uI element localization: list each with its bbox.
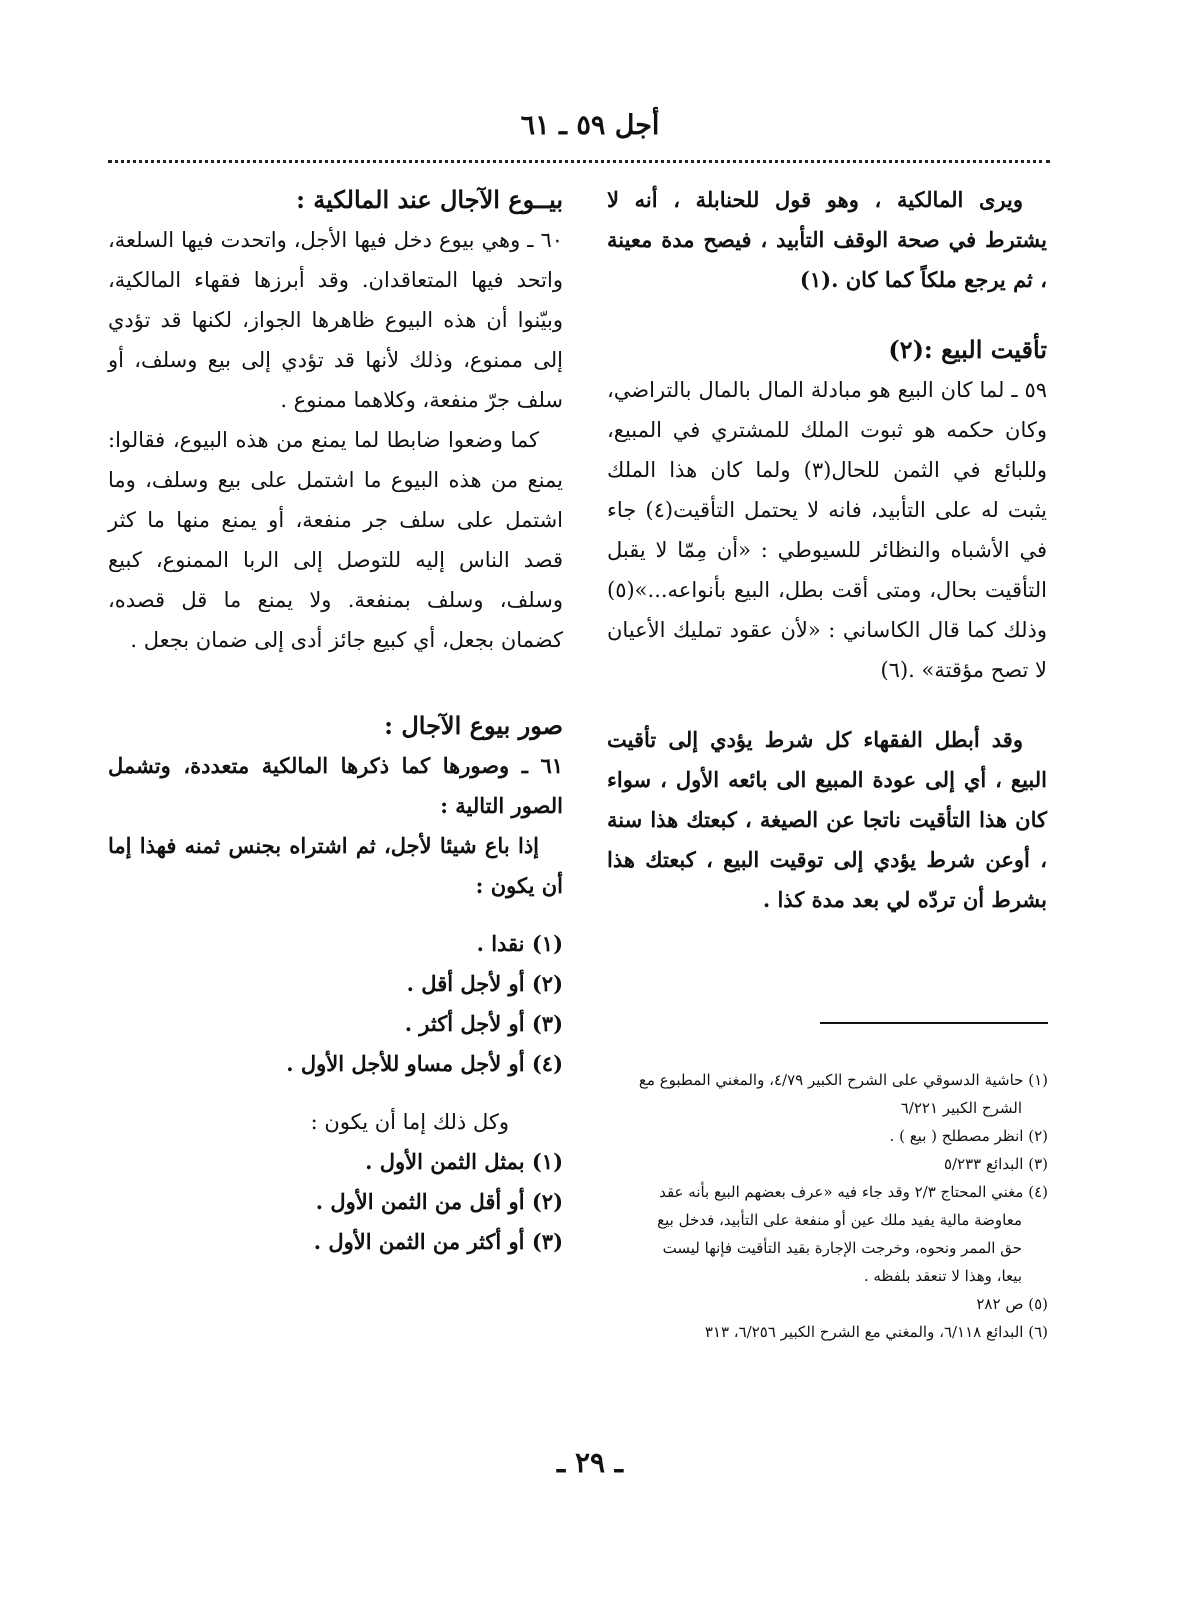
left-column [108, 180, 563, 1262]
footnote-4-continued: معاوضة مالية يفيد ملك عين أو منفعة على التأبيد، فدخل بيع [657, 1211, 1022, 1229]
list-item: (٤) أو لأجل مساو للأجل الأول . [286, 1051, 563, 1076]
footnote-6: (٦) البدائع ٦/١١٨، والمغني مع الشرح الكبير ٦/٢٥٦، ٣١٣ [704, 1323, 1048, 1341]
heading-tawqit-albay: تأقيت البيع :(٢) [888, 335, 1047, 364]
paragraph-61: ٦١ ـ وصورها كما ذكرها المالكية متعددة، وتشمل الصور التالية : [108, 753, 563, 818]
paragraph-60: ٦٠ ـ وهي بيوع دخل فيها الأجل، واتحدت فيها السلعة، واتحد فيها المتعاقدان. وقد أبرزها فقهاء المالكية، وبيّنوا أن هذه البيوع ظاهرها الجواز، لكنها قد تؤدي إلى ممنوع، وذلك لأنها قد تؤدي إلى بيع وسلف، أو سلف جرّ منفعة، وكلاهما ممنوع . [108, 228, 563, 412]
list-item: (١) بمثل الثمن الأول . [365, 1149, 563, 1174]
paragraph-59: ٥٩ ـ لما كان البيع هو مبادلة المال بالمال بالتراضي، وكان حكمه هو ثبوت الملك للمشتري في المبيع، وللبائع في الثمن للحال(٣) ولما كان هذا الملك يثبت له على التأبيد، فانه لا يحتمل التأقيت(٤) جاء في الأشباه والنظائر للسيوطي : «أن مِمّا لا يقبل التأقيت بحال، ومتى أقت بطل، البيع بأنواعه...»(٥) وذلك كما قال الكاساني : «لأن عقود تمليك الأعيان لا تصح مؤقتة» .(٦) [607, 378, 1048, 682]
heading-buyu-al-ajal: بيــوع الآجال عند المالكية : [296, 185, 563, 214]
footnotes [600, 1066, 1048, 1346]
footnote-1: (١) حاشية الدسوقي على الشرح الكبير ٤/٧٩، والمغني المطبوع مع [638, 1071, 1048, 1089]
footnote-1-continued: الشرح الكبير ٦/٢٢١ [900, 1099, 1022, 1117]
paragraph-intro: ويرى المالكية ، وهو قول للحنابلة ، أنه لا يشترط في صحة الوقف التأبيد ، فيصح مدة معينة ، ثم يرجع ملكاً كما كان .(١) [607, 187, 1047, 292]
paragraph-dawabit: كما وضعوا ضابطا لما يمنع من هذه البيوع، فقالوا: يمنع من هذه البيوع ما اشتمل على بيع وسلف، وما اشتمل على سلف جر منفعة، أو يمنع منها ما كثر قصد الناس إليه للتوصل إلى الربا الممنوع، كبيع وسلف، وسلف بمنفعة. ولا يمنع ما قل قصده، كضمان بجعل، أي كبيع جائز أدى إلى ضمان بجعل . [108, 428, 563, 652]
footnote-4: (٤) مغني المحتاج ٢/٣ وقد جاء فيه «عرف بعضهم البيع بأنه عقد [659, 1183, 1048, 1201]
page-number: ـ ٢٩ ـ [557, 1446, 623, 1479]
paragraph-kull-dhalik: وكل ذلك إما أن يكون : [310, 1110, 509, 1134]
footnote-3: (٣) البدائع ٥/٢٣٣ [943, 1155, 1048, 1173]
list-thaman [108, 1142, 563, 1262]
list-item: (٣) أو لأجل أكثر . [404, 1011, 563, 1036]
footnote-4-continued: بيعا، وهذا لا تنعقد بلفظه . [863, 1267, 1022, 1285]
list-item: (٢) أو أقل من الثمن الأول . [315, 1189, 563, 1214]
paragraph-idha-baa: إذا باع شيئا لأجل، ثم اشتراه بجنس ثمنه فهذا إما أن يكون : [108, 833, 563, 898]
heading-suwar: صور بيوع الآجال : [384, 711, 563, 740]
list-ajal [108, 924, 563, 1084]
footnote-2: (٢) انظر مصطلح ( بيع ) . [889, 1127, 1048, 1145]
running-header: أجل ٥٩ ـ ٦١ [520, 110, 660, 141]
footnote-4-continued: حق الممر ونحوه، وخرجت الإجارة بقيد التأقيت فإنها ليست [662, 1239, 1022, 1257]
list-item: (١) نقدا . [476, 931, 563, 956]
list-item: (٣) أو أكثر من الثمن الأول . [313, 1229, 563, 1254]
paragraph-fuqaha: وقد أبطل الفقهاء كل شرط يؤدي إلى تأقيت البيع ، أي إلى عودة المبيع الى بائعه الأول ، سواء كان هذا التأقيت ناتجا عن الصيغة ، كبعتك هذا سنة ، أوعن شرط يؤدي إلى توقيت البيع ، كبعتك هذا بشرط أن تردّه لي بعد مدة كذا . [607, 727, 1047, 912]
list-item: (٢) أو لأجل أقل . [406, 971, 563, 996]
footnote-5: (٥) ص ٢٨٢ [976, 1295, 1048, 1313]
header-divider [108, 160, 1050, 163]
footnote-divider [820, 1022, 1048, 1024]
right-column [607, 180, 1047, 920]
